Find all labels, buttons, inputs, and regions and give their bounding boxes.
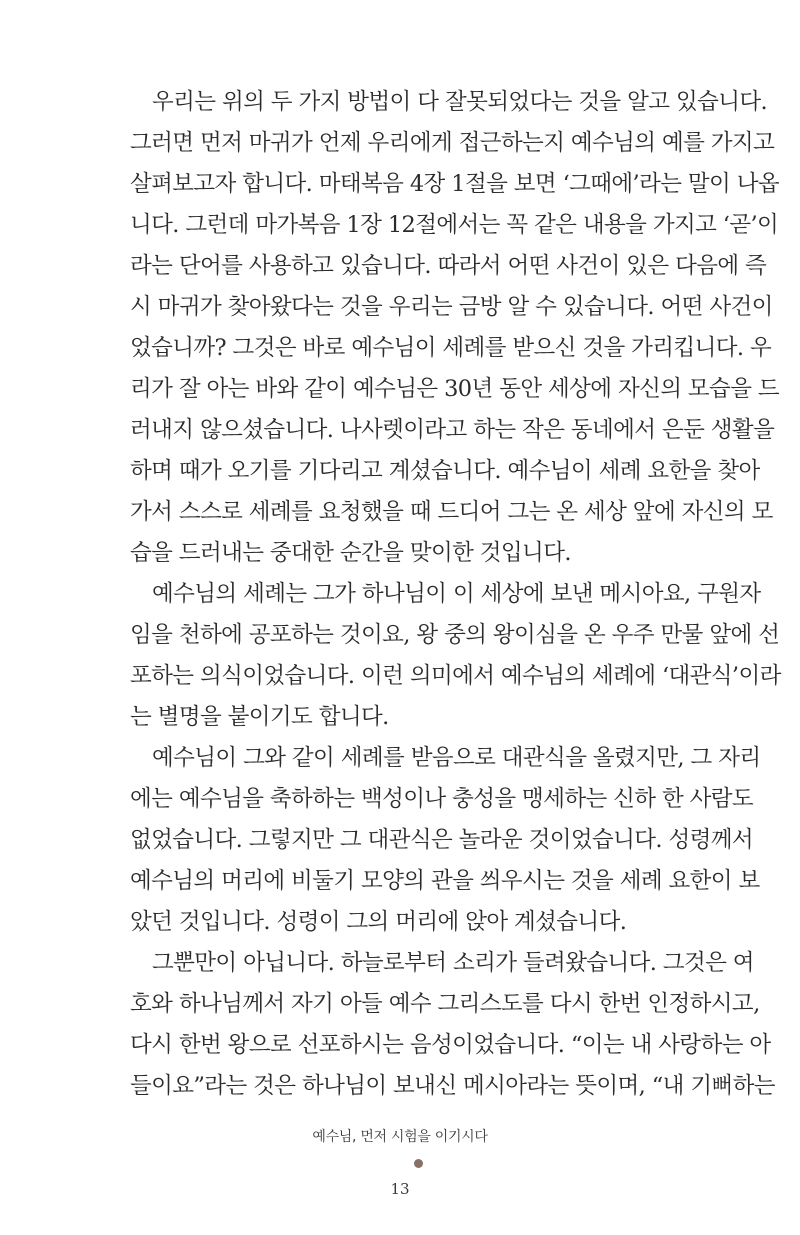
text-line: 러내지 않으셨습니다. 나사렛이라고 하는 작은 동네에서 은둔 생활을 bbox=[130, 417, 775, 443]
text-line: 다시 한번 왕으로 선포하시는 음성이었습니다. “이는 내 사랑하는 아 bbox=[130, 1032, 771, 1058]
text-line: 하며 때가 오기를 기다리고 계셨습니다. 예수님이 세례 요한을 찾아 bbox=[130, 458, 760, 484]
text-line: 우리는 위의 두 가지 방법이 다 잘못되었다는 것을 알고 있습니다. bbox=[152, 89, 768, 115]
text-line: 예수님의 머리에 비둘기 모양의 관을 씌우시는 것을 세례 요한이 보 bbox=[130, 868, 760, 894]
text-line: 살펴보고자 합니다. 마태복음 4장 1절을 보면 ‘그때에’라는 말이 나옵 bbox=[130, 171, 780, 197]
text-line: 시 마귀가 찾아왔다는 것을 우리는 금방 알 수 있습니다. 어떤 사건이 bbox=[130, 294, 773, 320]
text-line: 에는 예수님을 축하하는 백성이나 충성을 맹세하는 신하 한 사람도 bbox=[130, 786, 754, 812]
text-line: 리가 잘 아는 바와 같이 예수님은 30년 동안 세상에 자신의 모습을 드 bbox=[130, 376, 780, 402]
text-line: 었습니까? 그것은 바로 예수님이 세례를 받으신 것을 가리킵니다. 우 bbox=[130, 335, 772, 361]
text-line: 호와 하나님께서 자기 아들 예수 그리스도를 다시 한번 인정하시고, bbox=[130, 991, 760, 1017]
text-line: 니다. 그런데 마가복음 1장 12절에서는 꼭 같은 내용을 가지고 ‘곧’이 bbox=[130, 212, 779, 238]
text-line: 그뿐만이 아닙니다. 하늘로부터 소리가 들려왔습니다. 그것은 여 bbox=[152, 950, 754, 976]
text-line: 그러면 먼저 마귀가 언제 우리에게 접근하는지 예수님의 예를 가지고 bbox=[130, 130, 775, 156]
text-line: 가서 스스로 세례를 요청했을 때 드디어 그는 온 세상 앞에 자신의 모 bbox=[130, 499, 773, 525]
page-number: 13 bbox=[390, 1180, 410, 1198]
text-line: 없었습니다. 그렇지만 그 대관식은 놀라운 것이었습니다. 성령께서 bbox=[130, 827, 754, 853]
text-line: 습을 드러내는 중대한 순간을 맞이한 것입니다. bbox=[130, 540, 571, 566]
text-line: 예수님의 세례는 그가 하나님이 이 세상에 보낸 메시아요, 구원자 bbox=[152, 581, 761, 607]
text-line: 포하는 의식이었습니다. 이런 의미에서 예수님의 세례에 ‘대관식’이라 bbox=[130, 663, 781, 689]
text-line: 는 별명을 붙이기도 합니다. bbox=[130, 704, 389, 730]
running-footer-title: 예수님, 먼저 시험을 이기시다 bbox=[312, 1129, 488, 1145]
text-line: 예수님이 그와 같이 세례를 받음으로 대관식을 올렸지만, 그 자리 bbox=[152, 745, 761, 771]
footer-dot-ornament bbox=[414, 1159, 423, 1168]
text-line: 라는 단어를 사용하고 있습니다. 따라서 어떤 사건이 있은 다음에 즉 bbox=[130, 253, 767, 279]
text-line: 았던 것입니다. 성령이 그의 머리에 앉아 계셨습니다. bbox=[130, 909, 627, 935]
text-line: 들이요”라는 것은 하나님이 보내신 메시아라는 뜻이며, “내 기뻐하는 bbox=[130, 1073, 775, 1099]
text-line: 임을 천하에 공포하는 것이요, 왕 중의 왕이심을 온 우주 만물 앞에 선 bbox=[130, 622, 780, 648]
